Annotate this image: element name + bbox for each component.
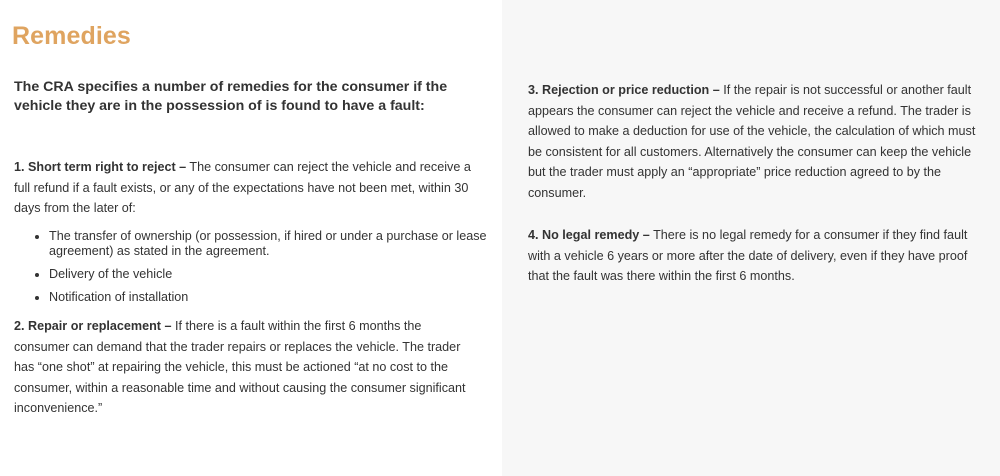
remedy-text: There is no legal remedy for a consumer if they find fault with a vehicle 6 years or more after the date of delivery, even if they have proof that the fault was there within the first 6 months.	[528, 228, 968, 283]
list-item: • Notification of installation	[49, 290, 494, 305]
list-item: • The transfer of ownership (or possession, if hired or under a purchase or lease agreement) as stated in the agreement.	[49, 229, 494, 259]
remedy-rejection-price-reduction	[528, 80, 980, 203]
remedy-repair-replacement	[14, 316, 476, 419]
remedy-no-legal-remedy	[528, 225, 980, 287]
remedy-short-term-reject	[14, 157, 476, 219]
remedy-heading: 2. Repair or replacement –	[14, 319, 172, 333]
remedy-heading: 1. Short term right to reject –	[14, 160, 187, 174]
remedy-text: If the repair is not successful or another fault appears the consumer can reject the vehicle and receive a refund. The trader is allowed to make a deduction for use of the vehicle, the calculation of which must be consistent for all customers. Alternatively the consumer can keep the vehicle but the trader must apply an “appropriate” price reduction agreed to by the consumer.	[528, 83, 976, 200]
conditions-list	[33, 229, 494, 313]
intro-text: The CRA specifies a number of remedies for the consumer if the vehicle they are in the possession of is found to have a fault:	[14, 79, 448, 114]
remedy-heading: 3. Rejection or price reduction –	[528, 83, 720, 97]
remedy-text: The consumer can reject the vehicle and receive a full refund if a fault exists, or any of the expectations have not been met, within 30 days from the later of:	[14, 160, 471, 215]
list-item: • Delivery of the vehicle	[49, 267, 494, 282]
remedy-heading: 4. No legal remedy –	[528, 228, 650, 242]
remedy-text: If there is a fault within the first 6 months the consumer can demand that the trader repairs or replaces the vehicle. The trader has “one shot” at repairing the vehicle, this must be actioned “at no cost to the consumer, within a reasonable time and without causing the consumer significant inconvenience.”	[14, 319, 466, 415]
page-title: Remedies	[12, 22, 131, 50]
